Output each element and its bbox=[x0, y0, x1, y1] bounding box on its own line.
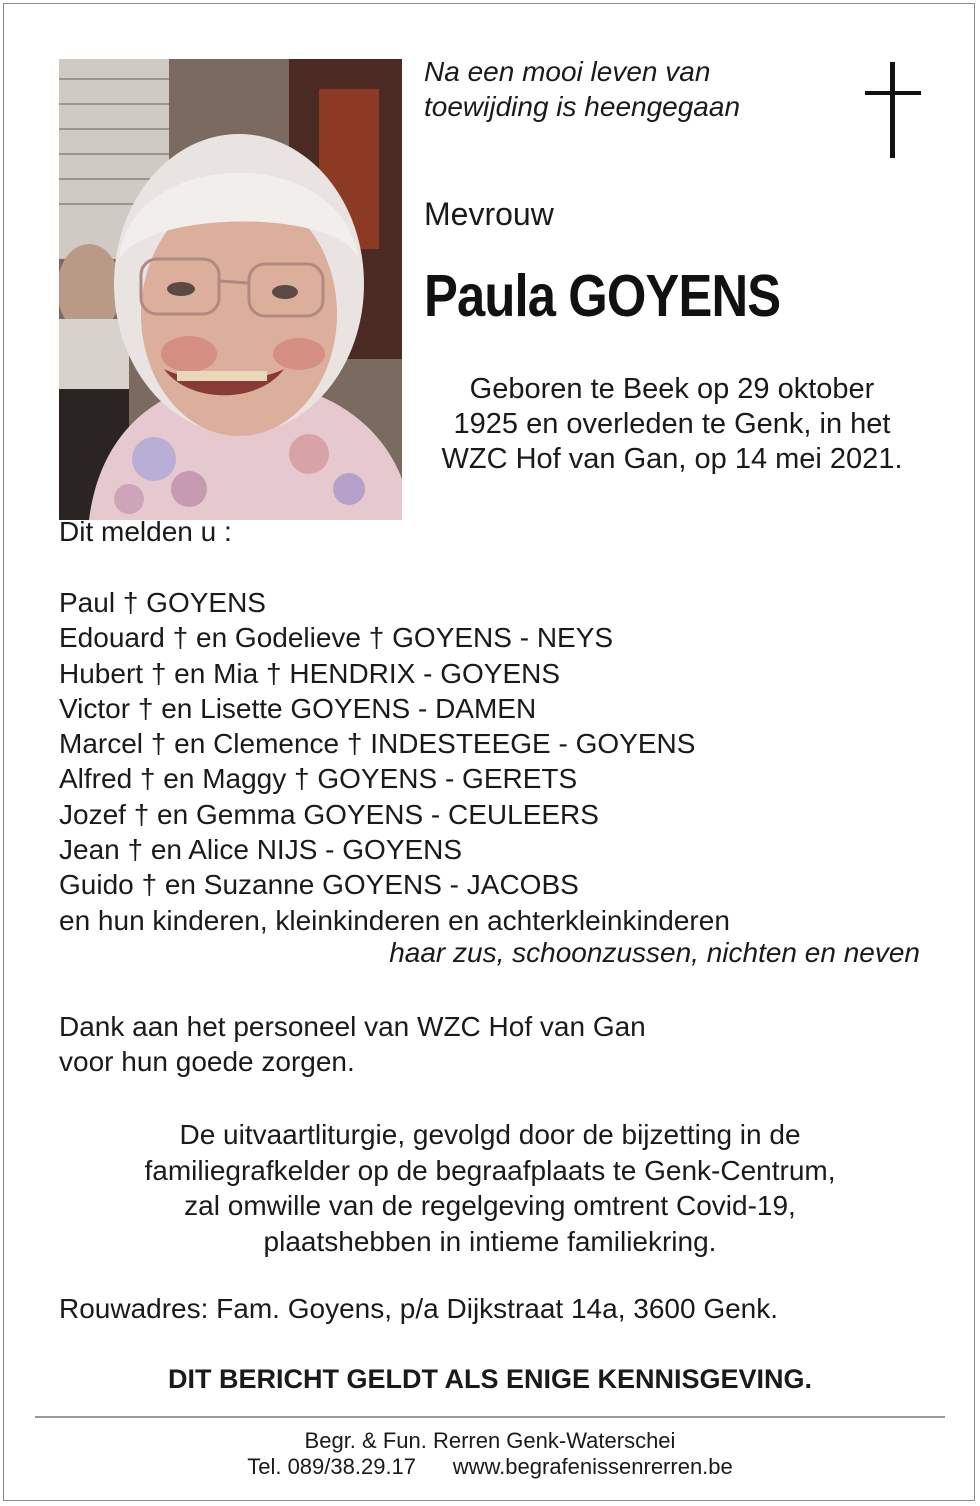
intro-line: Na een mooi leven van bbox=[424, 56, 711, 87]
funeral-home-phone: Tel. 089/38.29.17 bbox=[247, 1454, 417, 1479]
funeral-home-website[interactable]: www.begrafenissenrerren.be bbox=[452, 1454, 733, 1479]
liturgy-line: zal omwille van de regelgeving omtrent Covid-19, bbox=[184, 1190, 796, 1221]
family-entry: Jean † en Alice NIJS - GOYENS bbox=[59, 834, 463, 866]
family-entry: Marcel † en Clemence † INDESTEEGE - GOYENS bbox=[59, 728, 696, 760]
thanks-line: Dank aan het personeel van WZC Hof van Gan bbox=[59, 1011, 646, 1042]
family-entry: Guido † en Suzanne GOYENS - JACOBS bbox=[59, 869, 579, 901]
funeral-home-footer bbox=[0, 1428, 980, 1480]
birth-line: Geboren te Beek op 29 oktober bbox=[469, 373, 875, 405]
birth-line: 1925 en overleden te Genk, in het bbox=[453, 408, 891, 440]
family-entry: Edouard † en Godelieve † GOYENS - NEYS bbox=[59, 622, 614, 654]
liturgy-line: De uitvaartliturgie, gevolgd door de bijzetting in de bbox=[179, 1119, 801, 1150]
portrait-photo bbox=[59, 59, 402, 520]
footer-divider bbox=[35, 1416, 945, 1418]
liturgy-line: plaatshebben in intieme familiekring. bbox=[263, 1225, 717, 1257]
family-list bbox=[59, 585, 730, 938]
thanks-line: voor hun goede zorgen. bbox=[59, 1046, 355, 1077]
family-entry: Alfred † en Maggy † GOYENS - GERETS bbox=[59, 763, 578, 795]
birth-death-details bbox=[412, 372, 932, 477]
family-entry: Paul † GOYENS bbox=[59, 587, 266, 618]
family-entry: Jozef † en Gemma GOYENS - CEULEERS bbox=[59, 798, 599, 830]
family-entry: en hun kinderen, kleinkinderen en achterkleinkinderen bbox=[59, 904, 730, 936]
mourning-address: Rouwadres: Fam. Goyens, p/a Dijkstraat 14a, 3600 Genk. bbox=[59, 1293, 779, 1324]
deceased-name: Paula GOYENS bbox=[424, 263, 781, 329]
family-entry: Hubert † en Mia † HENDRIX - GOYENS bbox=[59, 657, 561, 689]
funeral-home-name: Begr. & Fun. Rerren Genk-Waterschei bbox=[304, 1428, 676, 1453]
cross-icon bbox=[862, 62, 924, 160]
liturgy-text bbox=[60, 1117, 920, 1259]
liturgy-line: familiegrafkelder op de begraafplaats te Genk-Centrum, bbox=[144, 1154, 836, 1186]
thanks-text bbox=[59, 1009, 646, 1079]
announcement-heading: Dit melden u : bbox=[59, 516, 232, 547]
relatives-line: haar zus, schoonzussen, nichten en neven bbox=[389, 937, 920, 968]
birth-line: WZC Hof van Gan, op 14 mei 2021. bbox=[441, 443, 903, 475]
honorific: Mevrouw bbox=[424, 196, 554, 232]
intro-text bbox=[424, 54, 740, 124]
family-entry: Victor † en Lisette GOYENS - DAMEN bbox=[59, 692, 537, 724]
intro-line: toewijding is heengegaan bbox=[424, 91, 741, 122]
notice-banner: DIT BERICHT GELDT ALS ENIGE KENNISGEVING. bbox=[167, 1364, 813, 1394]
